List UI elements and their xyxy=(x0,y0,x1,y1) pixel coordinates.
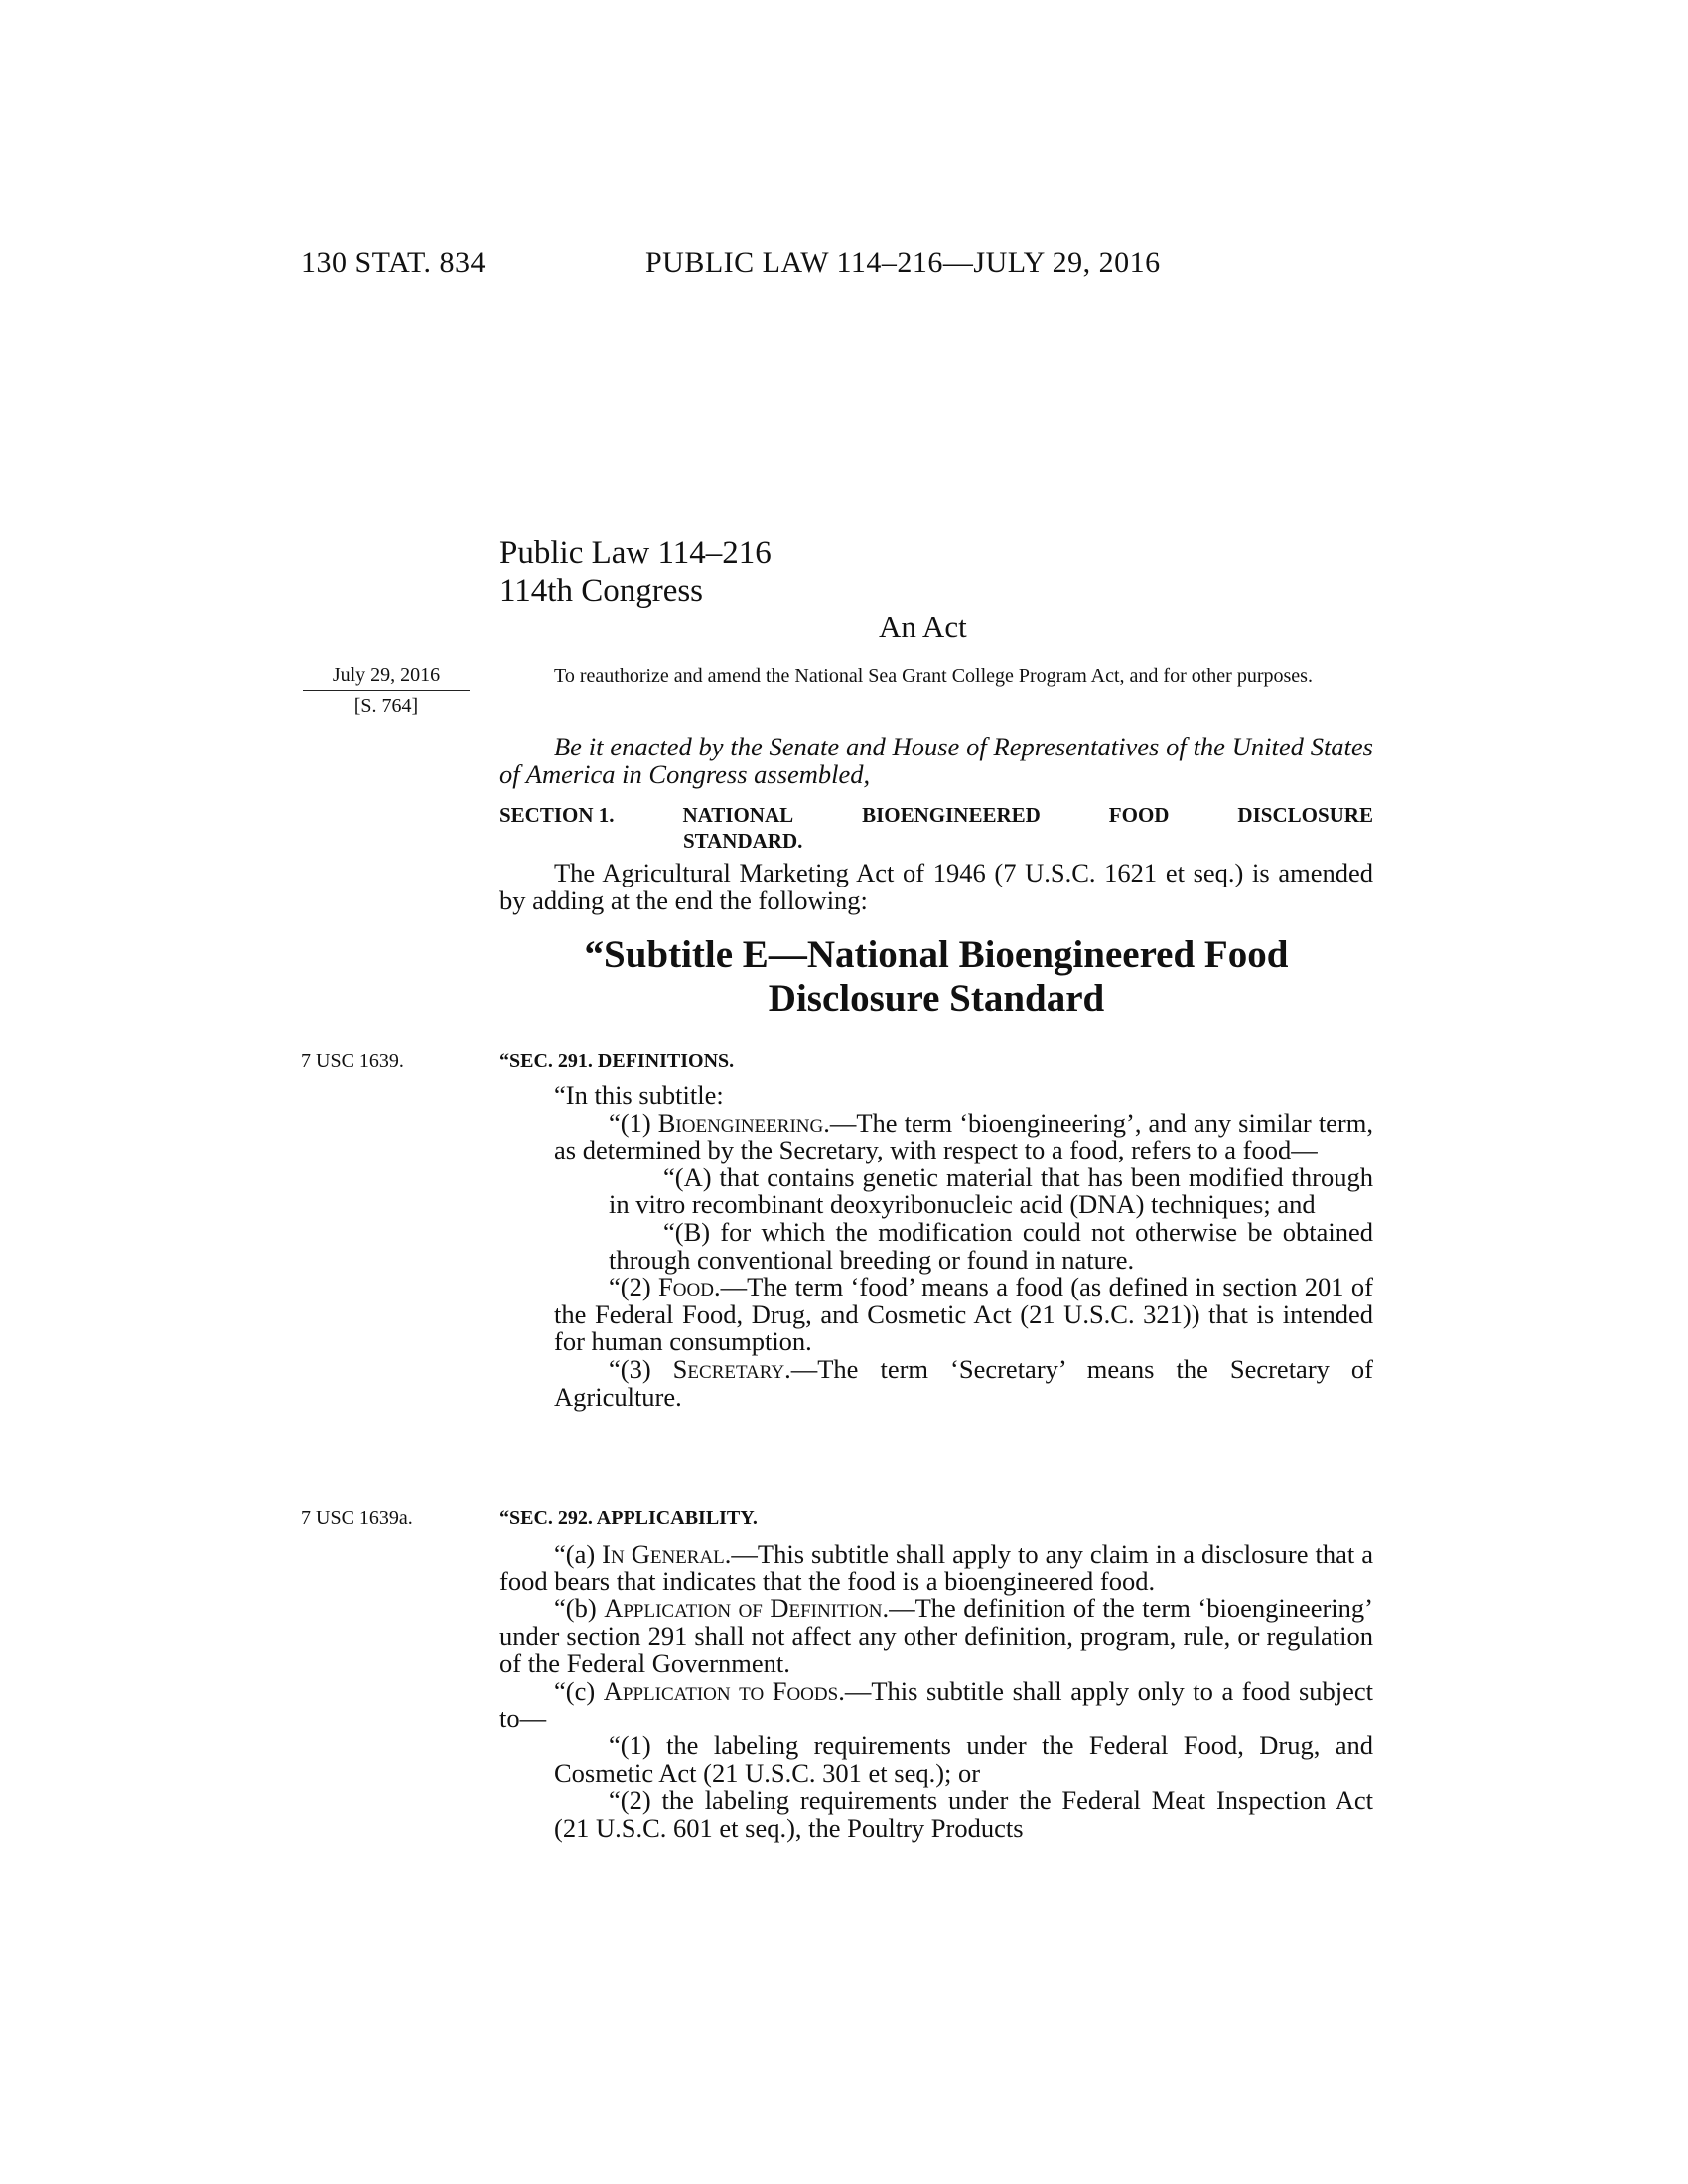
heading-word: DISCLOSURE xyxy=(1237,803,1373,827)
section-291-body xyxy=(499,1082,1373,1411)
para-lead: “(1) xyxy=(609,1107,658,1138)
subsection-term: Application to Foods xyxy=(603,1675,839,1706)
definition-paragraph xyxy=(499,1274,1373,1356)
heading-word: NATIONAL xyxy=(682,803,794,827)
para-lead: “(3) xyxy=(609,1353,673,1384)
subtitle-heading xyxy=(499,933,1373,1021)
subparagraph: “(B) for which the modification could not otherwise be obtained through conventional breeding or found in nature. xyxy=(609,1216,1373,1275)
congress-label: 114th Congress xyxy=(499,573,704,609)
definition-paragraph xyxy=(499,1107,1373,1165)
margin-usc-note: 7 USC 1639. xyxy=(301,1050,404,1072)
amendment-text: The Agricultural Marketing Act of 1946 (7 U.S.C. 1621 et seq.) is amended by adding at the end the following: xyxy=(499,858,1373,915)
heading-word: FOOD xyxy=(1108,803,1170,827)
para-lead: “(c) xyxy=(554,1675,604,1706)
para-text: .—The term ‘food’ means a food (as defined in section 201 of the Federal Food, Drug, and Cosmetic Act (21 U.S.C. 321)) that is intended for human consumption. xyxy=(554,1272,1373,1357)
paragraph: “(2) the labeling requirements under the Federal Meat Inspection Act (21 U.S.C. 601 et seq.), the Poultry Products xyxy=(554,1785,1373,1843)
act-purpose: To reauthorize and amend the National Sea Grant College Program Act, and for other purposes. xyxy=(554,665,1313,687)
section-1-heading xyxy=(499,802,1373,854)
defined-term: Secretary xyxy=(672,1353,785,1384)
subsection xyxy=(499,1595,1373,1678)
bill-number: [S. 764] xyxy=(353,695,419,717)
subsection xyxy=(499,1541,1373,1595)
subtitle-line-2: Disclosure Standard xyxy=(768,977,1105,1020)
intro-line: “In this subtitle: xyxy=(554,1080,724,1110)
para-text: .—The term ‘Secretary’ means the Secretary of Agriculture. xyxy=(554,1353,1373,1412)
page-stat-reference: 130 STAT. 834 xyxy=(301,246,487,279)
definition-paragraph xyxy=(499,1353,1373,1412)
running-header: PUBLIC LAW 114–216—JULY 29, 2016 xyxy=(645,246,1161,279)
heading-word: STANDARD. xyxy=(683,829,803,853)
para-lead: “(b) xyxy=(554,1593,605,1624)
heading-word: BIOENGINEERED xyxy=(862,803,1041,827)
enacting-clause-text: Be it enacted by the Senate and House of Representatives of the United States of America in Congress assembled, xyxy=(499,732,1373,789)
subsection-term: Application of Definition xyxy=(604,1593,883,1624)
amendment-intro xyxy=(499,860,1373,914)
subtitle-line-1: “Subtitle E—National Bioengineered Food xyxy=(584,933,1289,976)
para-text: .—The term ‘bioengineering’, and any similar term, as determined by the Secretary, with respect to a food, refers to a food— xyxy=(554,1107,1373,1165)
enactment-date: July 29, 2016 xyxy=(332,664,441,686)
para-lead: “(a) xyxy=(554,1539,603,1569)
subparagraph: “(A) that contains genetic material that has been modified through in vitro recombinant deoxyribonucleic acid (DNA) techniques; and xyxy=(609,1161,1373,1220)
margin-usc-note: 7 USC 1639a. xyxy=(301,1507,413,1529)
para-text: .—This subtitle shall apply only to a food subject to— xyxy=(499,1675,1374,1733)
subsection-term: In General xyxy=(602,1539,725,1569)
para-text: .—This subtitle shall apply to any claim in a disclosure that a food bears that indicates that the food is a bioengineered food. xyxy=(499,1539,1373,1596)
defined-term: Food xyxy=(658,1272,714,1302)
enacting-clause xyxy=(499,733,1373,788)
section-292-heading: “SEC. 292. APPLICABILITY. xyxy=(499,1507,758,1529)
para-lead: “(2) xyxy=(609,1272,659,1302)
margin-date-box xyxy=(301,660,472,721)
para-text: .—The definition of the term ‘bioengineering’ under section 291 shall not affect any other definition, program, rule, or regulation of the Federal Government. xyxy=(499,1593,1373,1679)
section-label: SECTION 1. xyxy=(499,803,615,827)
section-291-heading: “SEC. 291. DEFINITIONS. xyxy=(499,1050,735,1072)
subsection xyxy=(499,1675,1374,1733)
paragraph: “(1) the labeling requirements under the Federal Food, Drug, and Cosmetic Act (21 U.S.C. 301 et seq.); or xyxy=(554,1730,1373,1788)
public-law-title: Public Law 114–216 xyxy=(499,535,772,571)
section-292-body xyxy=(499,1541,1373,1843)
an-act-heading: An Act xyxy=(879,610,967,644)
defined-term: Bioengineering xyxy=(657,1107,824,1138)
